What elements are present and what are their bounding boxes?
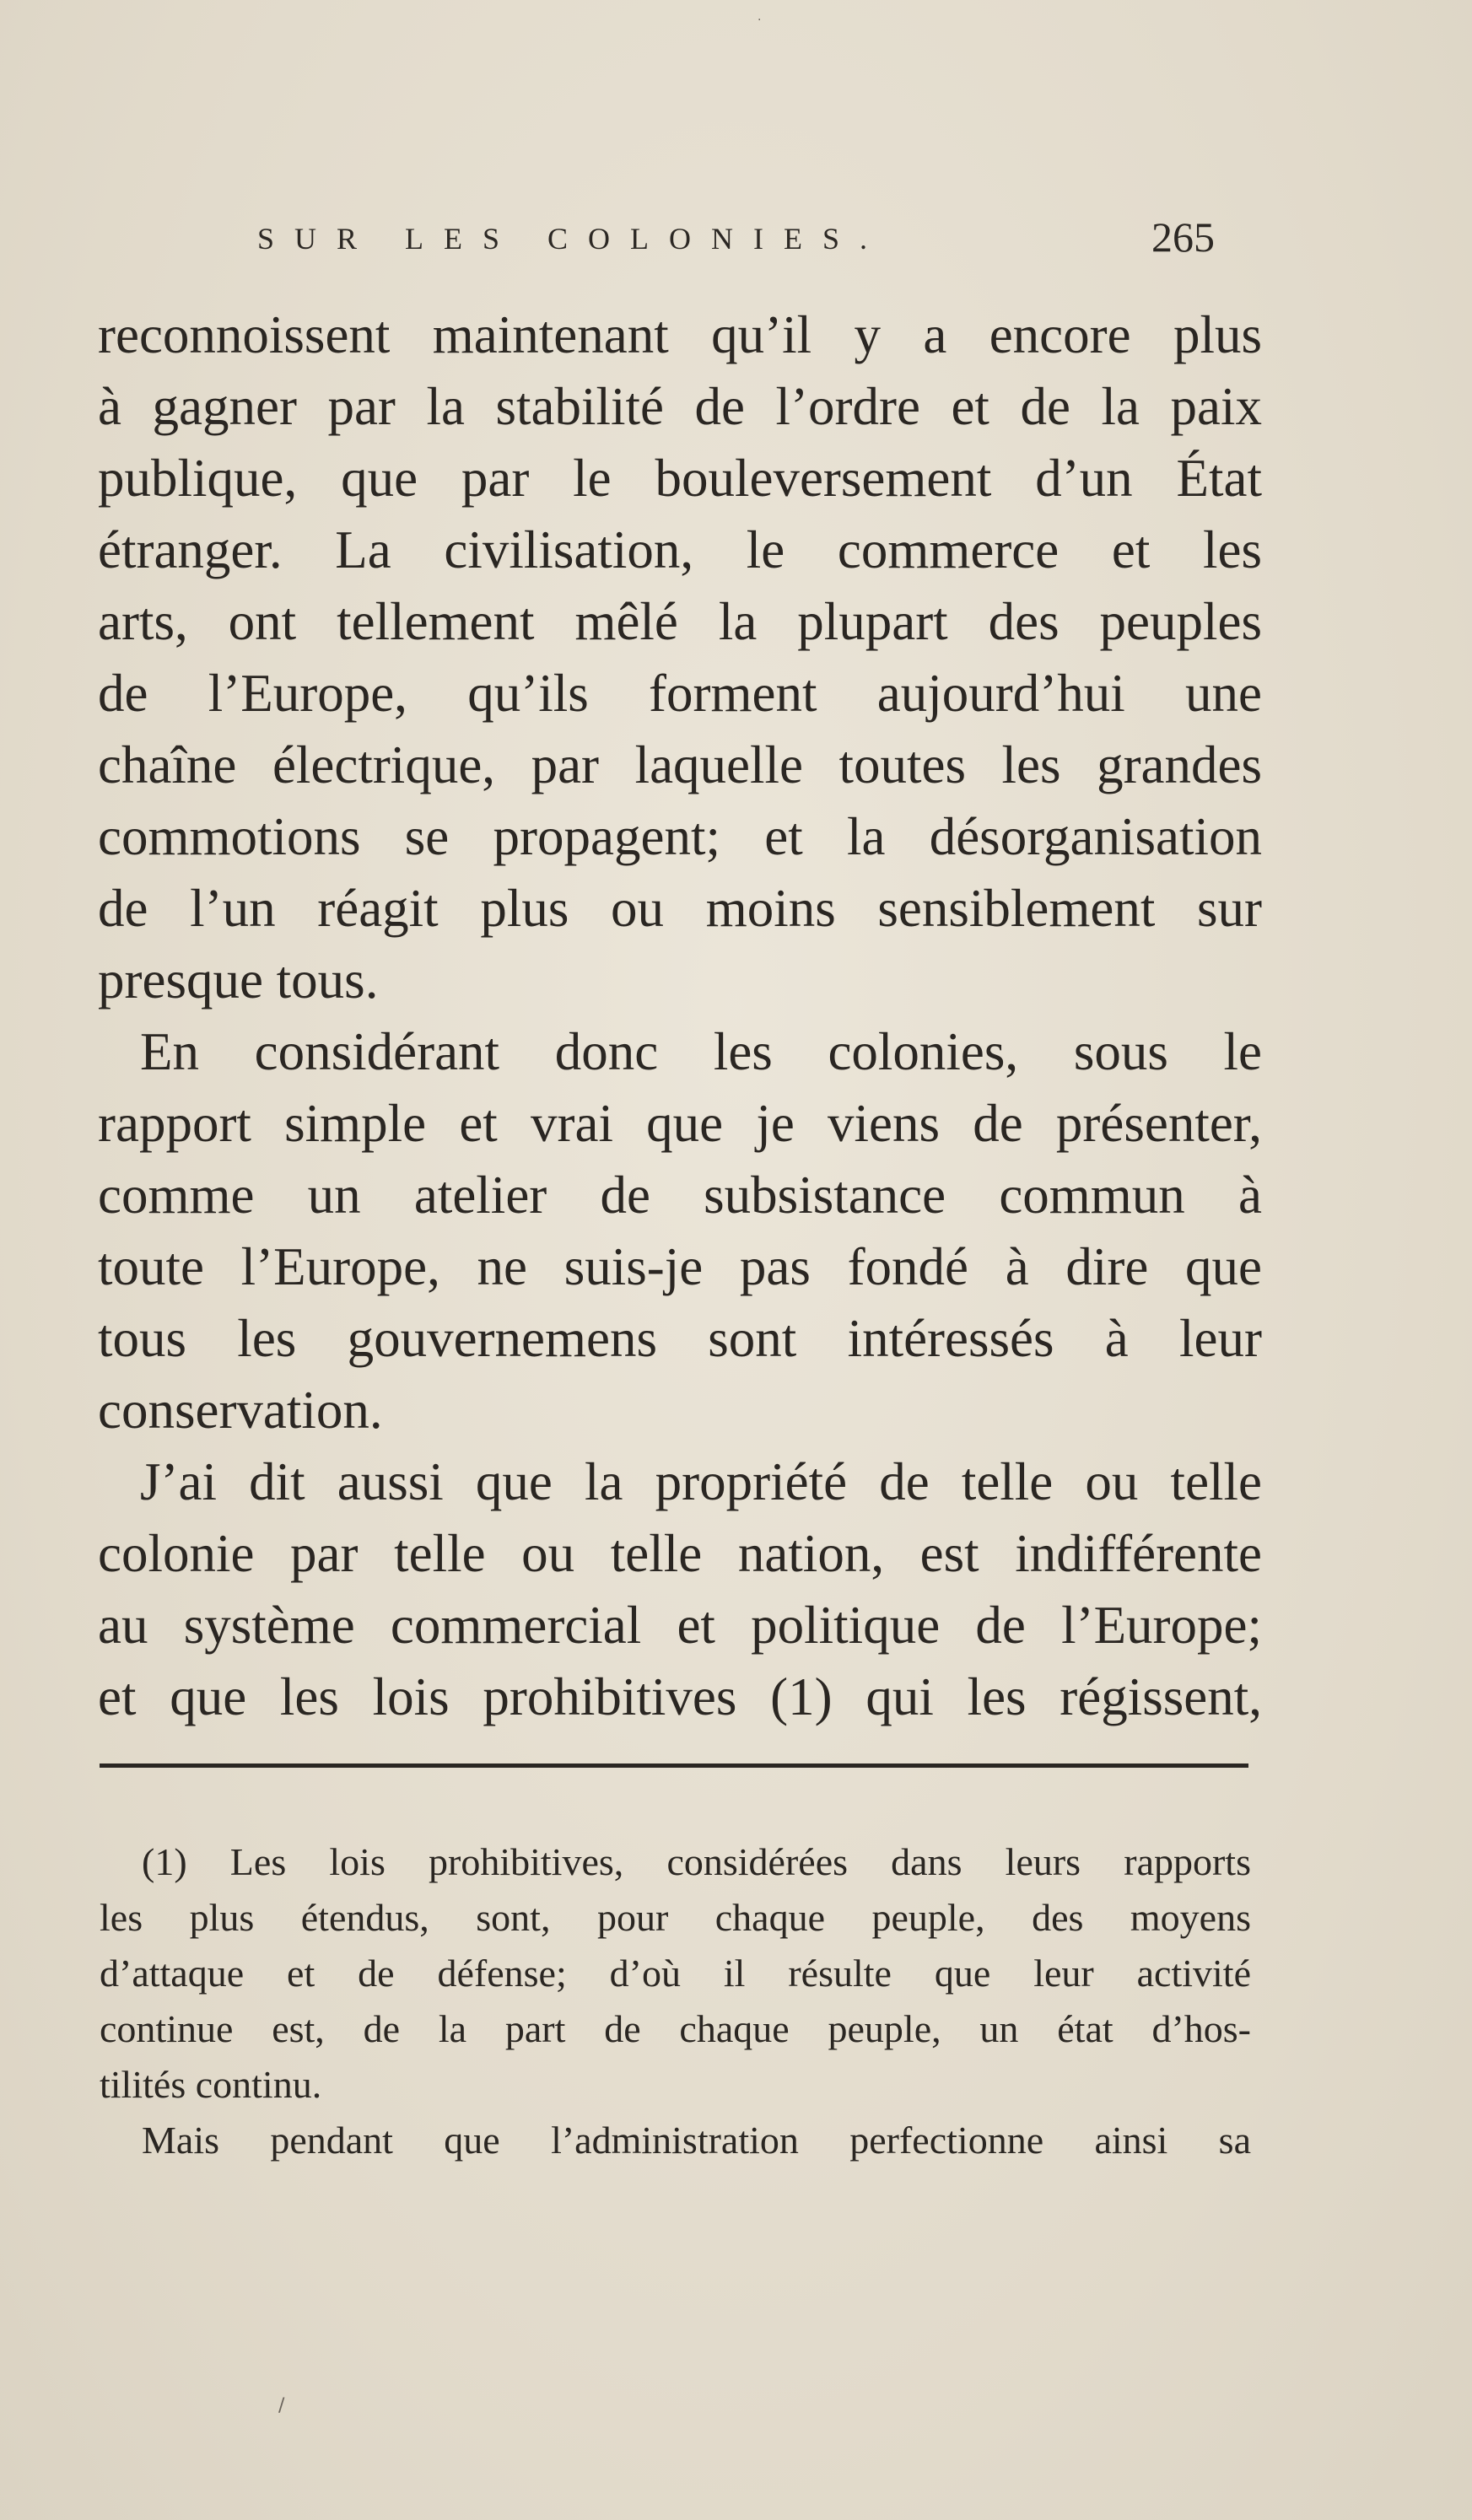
body-line: étranger. La civilisation, le commerce et les [98,520,1262,579]
footnote-line: (1) Les lois prohibitives, considérées dans leurs rapports [142,1840,1251,1883]
body-line: reconnoissent maintenant qu’il y a encore plus [98,305,1262,364]
body-line: publique, que par le bouleversement d’un État [98,449,1262,508]
footnote-line: Mais pendant que l’administration perfectionne ainsi sa [142,2119,1251,2162]
body-line: à gagner par la stabilité de l’ordre et de la paix [98,377,1262,436]
body-line: de l’Europe, qu’ils forment aujourd’hui une [98,664,1262,723]
page-header [257,213,1253,272]
body-line: conservation. [98,1381,383,1440]
body-line: toute l’Europe, ne suis-je pas fondé à dire que [98,1237,1262,1296]
footnote-line: les plus étendus, sont, pour chaque peuple, des moyens [100,1896,1251,1939]
body-line: au système commercial et politique de l’Europe; [98,1596,1262,1655]
paragraph-start: En considérant donc les colonies, sous le [140,1022,1262,1081]
body-line: comme un atelier de subsistance commun à [98,1166,1262,1225]
page-speck: · [758,13,762,27]
body-line: commotions se propagent; et la désorganisation [98,807,1262,866]
body-text [98,299,1262,1733]
page-number: 265 [1151,213,1215,261]
footnotes [100,1834,1251,2168]
body-line: chaîne électrique, par laquelle toutes les grandes [98,735,1262,794]
paragraph-start: J’ai dit aussi que la propriété de telle ou telle [140,1452,1262,1511]
body-line: de l’un réagit plus ou moins sensiblement sur [98,879,1262,938]
footnote-rule [100,1763,1248,1768]
footnote-line: d’attaque et de défense; d’où il résulte que leur activité [100,1952,1251,1995]
page-speck: / [278,2395,285,2416]
body-line: colonie par telle ou telle nation, est indifférente [98,1524,1262,1583]
footnote-line: tilités continu. [100,2063,322,2106]
body-line: arts, ont tellement mêlé la plupart des peuples [98,592,1262,651]
body-line: presque tous. [98,950,379,1010]
body-line: et que les lois prohibitives (1) qui les régissent, [98,1667,1262,1726]
body-line: tous les gouvernemens sont intéressés à leur [98,1309,1262,1368]
body-line: rapport simple et vrai que je viens de présenter, [98,1094,1262,1153]
footnote-line: continue est, de la part de chaque peuple, un état d’hos- [100,2007,1251,2050]
running-title: SUR LES COLONIES. [257,222,888,256]
